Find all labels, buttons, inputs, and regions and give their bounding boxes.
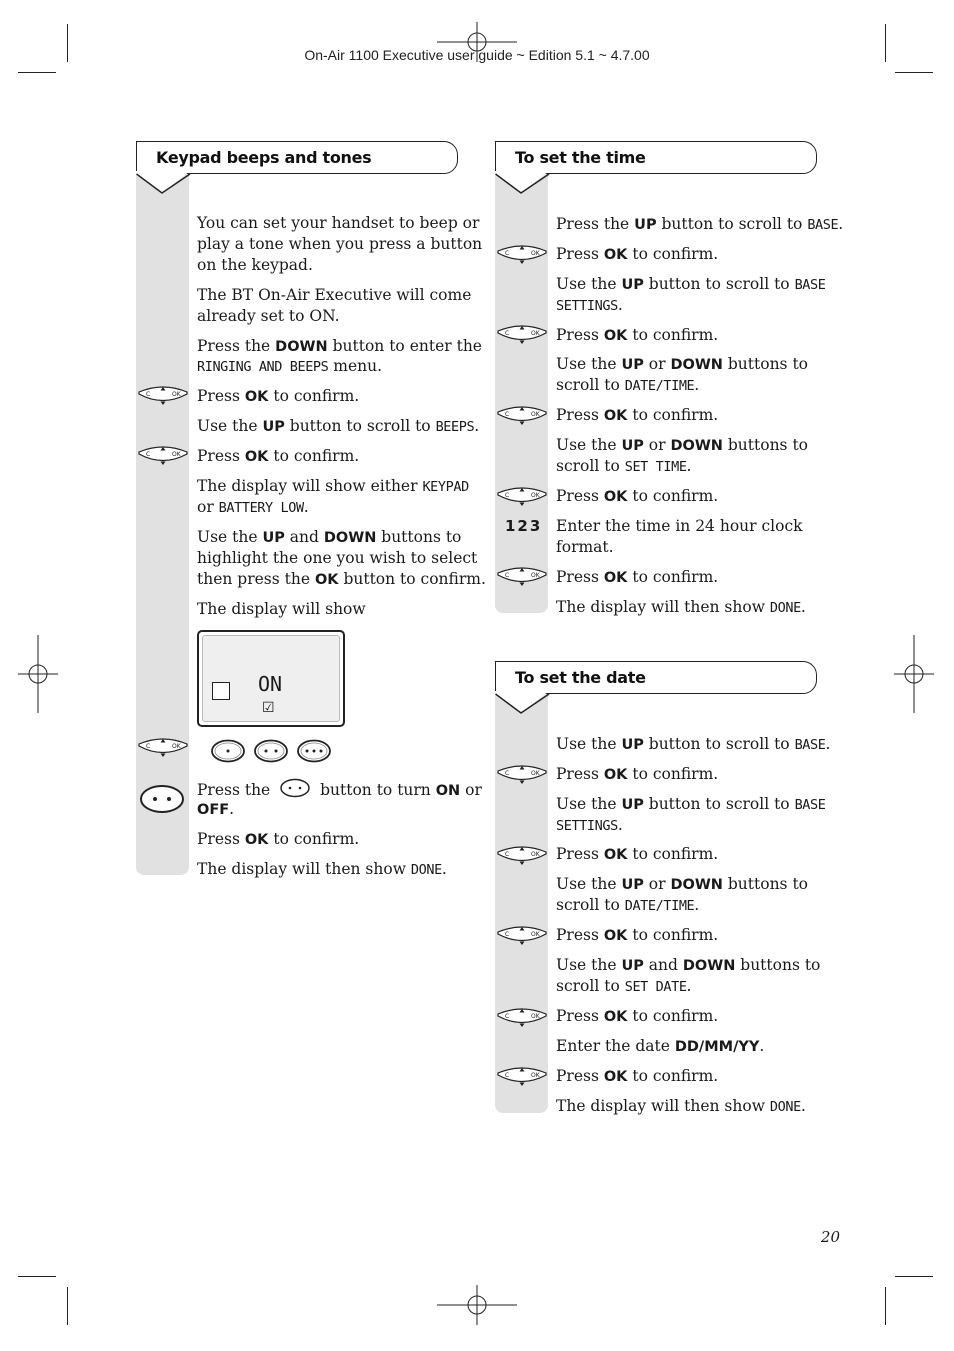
c-ok-navigation-key-icon bbox=[496, 405, 548, 427]
body-text: Use the UP and DOWN buttons to bbox=[197, 528, 462, 546]
crop-mark bbox=[18, 1276, 56, 1277]
body-text: highlight the one you wish to select bbox=[197, 549, 478, 567]
body-text: SETTINGS. bbox=[556, 296, 623, 314]
display-screen bbox=[202, 635, 340, 722]
body-text: scroll to SET DATE. bbox=[556, 977, 692, 995]
section-title: To set the time bbox=[515, 148, 646, 167]
svg-text:OK: OK bbox=[531, 572, 540, 579]
c-ok-navigation-key-icon bbox=[496, 925, 548, 947]
body-text: Press OK to confirm. bbox=[556, 487, 719, 505]
body-text: Use the UP or DOWN buttons to bbox=[556, 355, 808, 373]
body-text: Use the UP or DOWN buttons to bbox=[556, 436, 808, 454]
body-text: Press OK to confirm. bbox=[556, 926, 719, 944]
heading-tab-arrow bbox=[495, 691, 555, 717]
body-text: Press OK to confirm. bbox=[556, 1007, 719, 1025]
svg-text:C: C bbox=[146, 451, 151, 458]
step-sidebar bbox=[495, 174, 548, 613]
svg-text:C: C bbox=[505, 851, 510, 858]
body-text: Press OK to confirm. bbox=[556, 1067, 719, 1085]
body-text: scroll to DATE/TIME. bbox=[556, 896, 700, 914]
body-text: Press OK to confirm. bbox=[556, 326, 719, 344]
svg-text:C: C bbox=[505, 330, 510, 337]
heading-tab-arrow bbox=[136, 171, 196, 197]
svg-text:OK: OK bbox=[531, 1013, 540, 1020]
body-text: Enter the date DD/MM/YY. bbox=[556, 1037, 765, 1055]
crop-mark bbox=[67, 1287, 68, 1325]
svg-text:OK: OK bbox=[531, 770, 540, 777]
body-text: Enter the time in 24 hour clock bbox=[556, 517, 803, 535]
registration-mark-icon bbox=[437, 1285, 517, 1325]
body-text: on the keypad. bbox=[197, 256, 313, 274]
body-text: scroll to DATE/TIME. bbox=[556, 376, 700, 394]
svg-text:C: C bbox=[505, 1013, 510, 1020]
svg-text:OK: OK bbox=[531, 851, 540, 858]
body-text: Press the DOWN button to enter the bbox=[197, 337, 482, 355]
body-text: then press the OK button to confirm. bbox=[197, 570, 486, 588]
body-text: The display will show bbox=[197, 600, 366, 618]
svg-text:C: C bbox=[146, 743, 151, 750]
two-dot-button-icon bbox=[279, 778, 311, 798]
body-text: Press OK to confirm. bbox=[197, 387, 360, 405]
body-text: Press OK to confirm. bbox=[556, 765, 719, 783]
body-text: RINGING AND BEEPS menu. bbox=[197, 357, 383, 375]
svg-text:C: C bbox=[505, 250, 510, 257]
section-title: To set the date bbox=[515, 668, 646, 687]
body-text: SETTINGS. bbox=[556, 816, 623, 834]
body-text: Press OK to confirm. bbox=[556, 845, 719, 863]
crop-mark bbox=[885, 1287, 886, 1325]
number-keys-label: 123 bbox=[505, 517, 543, 535]
svg-text:C: C bbox=[505, 1072, 510, 1079]
svg-text:C: C bbox=[505, 931, 510, 938]
one-dot-button-icon bbox=[210, 739, 246, 763]
body-text: Use the UP button to scroll to BASE bbox=[556, 275, 826, 293]
three-dot-button-icon bbox=[296, 739, 332, 763]
svg-text:OK: OK bbox=[172, 451, 181, 458]
svg-text:OK: OK bbox=[531, 411, 540, 418]
body-text: Use the UP and DOWN buttons to bbox=[556, 956, 821, 974]
body-text: Use the UP or DOWN buttons to bbox=[556, 875, 808, 893]
body-text: already set to ON. bbox=[197, 307, 340, 325]
two-dot-button-icon bbox=[139, 784, 185, 814]
c-ok-navigation-key-icon bbox=[496, 845, 548, 867]
c-ok-navigation-key-icon bbox=[137, 385, 189, 407]
body-text: The display will show either KEYPAD bbox=[197, 477, 469, 495]
display-checkbox bbox=[212, 682, 230, 700]
body-text: The display will then show DONE. bbox=[556, 1097, 806, 1115]
body-text: Press the UP button to scroll to BASE. bbox=[556, 215, 844, 233]
c-ok-navigation-key-icon bbox=[137, 737, 189, 759]
body-text: Press OK to confirm. bbox=[556, 568, 719, 586]
running-header: On-Air 1100 Executive user guide ~ Edition 5.1 ~ 4.7.00 bbox=[304, 47, 650, 63]
c-ok-navigation-key-icon bbox=[496, 1066, 548, 1088]
body-text: The display will then show DONE. bbox=[556, 598, 806, 616]
body-text: play a tone when you press a button bbox=[197, 235, 483, 253]
body-text: The display will then show DONE. bbox=[197, 860, 447, 878]
body-text: Press OK to confirm. bbox=[197, 447, 360, 465]
svg-text:C: C bbox=[505, 492, 510, 499]
c-ok-navigation-key-icon bbox=[137, 445, 189, 467]
registration-mark-icon bbox=[894, 635, 934, 713]
section-title: Keypad beeps and tones bbox=[156, 148, 372, 167]
two-dot-button-icon bbox=[253, 739, 289, 763]
body-text: Press OK to confirm. bbox=[556, 245, 719, 263]
body-text: Press OK to confirm. bbox=[197, 830, 360, 848]
display-check-icon: ☑ bbox=[262, 700, 275, 716]
svg-text:OK: OK bbox=[531, 492, 540, 499]
svg-text:OK: OK bbox=[531, 1072, 540, 1079]
registration-mark-icon bbox=[18, 635, 58, 713]
display-text: RINGING AND BEEPS bbox=[197, 359, 329, 375]
handset-display bbox=[197, 630, 345, 727]
svg-text:OK: OK bbox=[531, 330, 540, 337]
crop-mark bbox=[18, 72, 56, 73]
step-sidebar bbox=[136, 174, 189, 875]
c-ok-navigation-key-icon bbox=[496, 244, 548, 266]
svg-text:C: C bbox=[505, 411, 510, 418]
crop-mark bbox=[895, 72, 933, 73]
svg-text:OK: OK bbox=[172, 743, 181, 750]
svg-text:OK: OK bbox=[531, 250, 540, 257]
step-sidebar bbox=[495, 694, 548, 1113]
body-text: or BATTERY LOW. bbox=[197, 498, 309, 516]
body-text: Press the button to turn ON or bbox=[197, 778, 482, 802]
section-heading-box bbox=[136, 141, 458, 174]
display-on-text: ON bbox=[258, 672, 283, 696]
body-text: Press OK to confirm. bbox=[556, 406, 719, 424]
c-ok-navigation-key-icon bbox=[496, 764, 548, 786]
body-text: You can set your handset to beep or bbox=[197, 214, 480, 232]
svg-text:OK: OK bbox=[531, 931, 540, 938]
section-heading-box bbox=[495, 141, 817, 174]
body-text: OFF. bbox=[197, 800, 235, 818]
svg-text:C: C bbox=[505, 572, 510, 579]
heading-tab-arrow bbox=[495, 171, 555, 197]
c-ok-navigation-key-icon bbox=[496, 486, 548, 508]
c-ok-navigation-key-icon bbox=[496, 1007, 548, 1029]
c-ok-navigation-key-icon bbox=[496, 324, 548, 346]
svg-text:C: C bbox=[505, 770, 510, 777]
page-number: 20 bbox=[820, 1228, 840, 1246]
body-text: The BT On-Air Executive will come bbox=[197, 286, 472, 304]
body-text: Use the UP button to scroll to BASE bbox=[556, 795, 826, 813]
svg-text:OK: OK bbox=[172, 391, 181, 398]
section-heading-box bbox=[495, 661, 817, 694]
body-text: Use the UP button to scroll to BEEPS. bbox=[197, 417, 480, 435]
crop-mark bbox=[895, 1276, 933, 1277]
c-ok-navigation-key-icon bbox=[496, 566, 548, 588]
svg-text:C: C bbox=[146, 391, 151, 398]
body-text: scroll to SET TIME. bbox=[556, 457, 692, 475]
body-text: format. bbox=[556, 538, 614, 556]
body-text: Use the UP button to scroll to BASE. bbox=[556, 735, 831, 753]
